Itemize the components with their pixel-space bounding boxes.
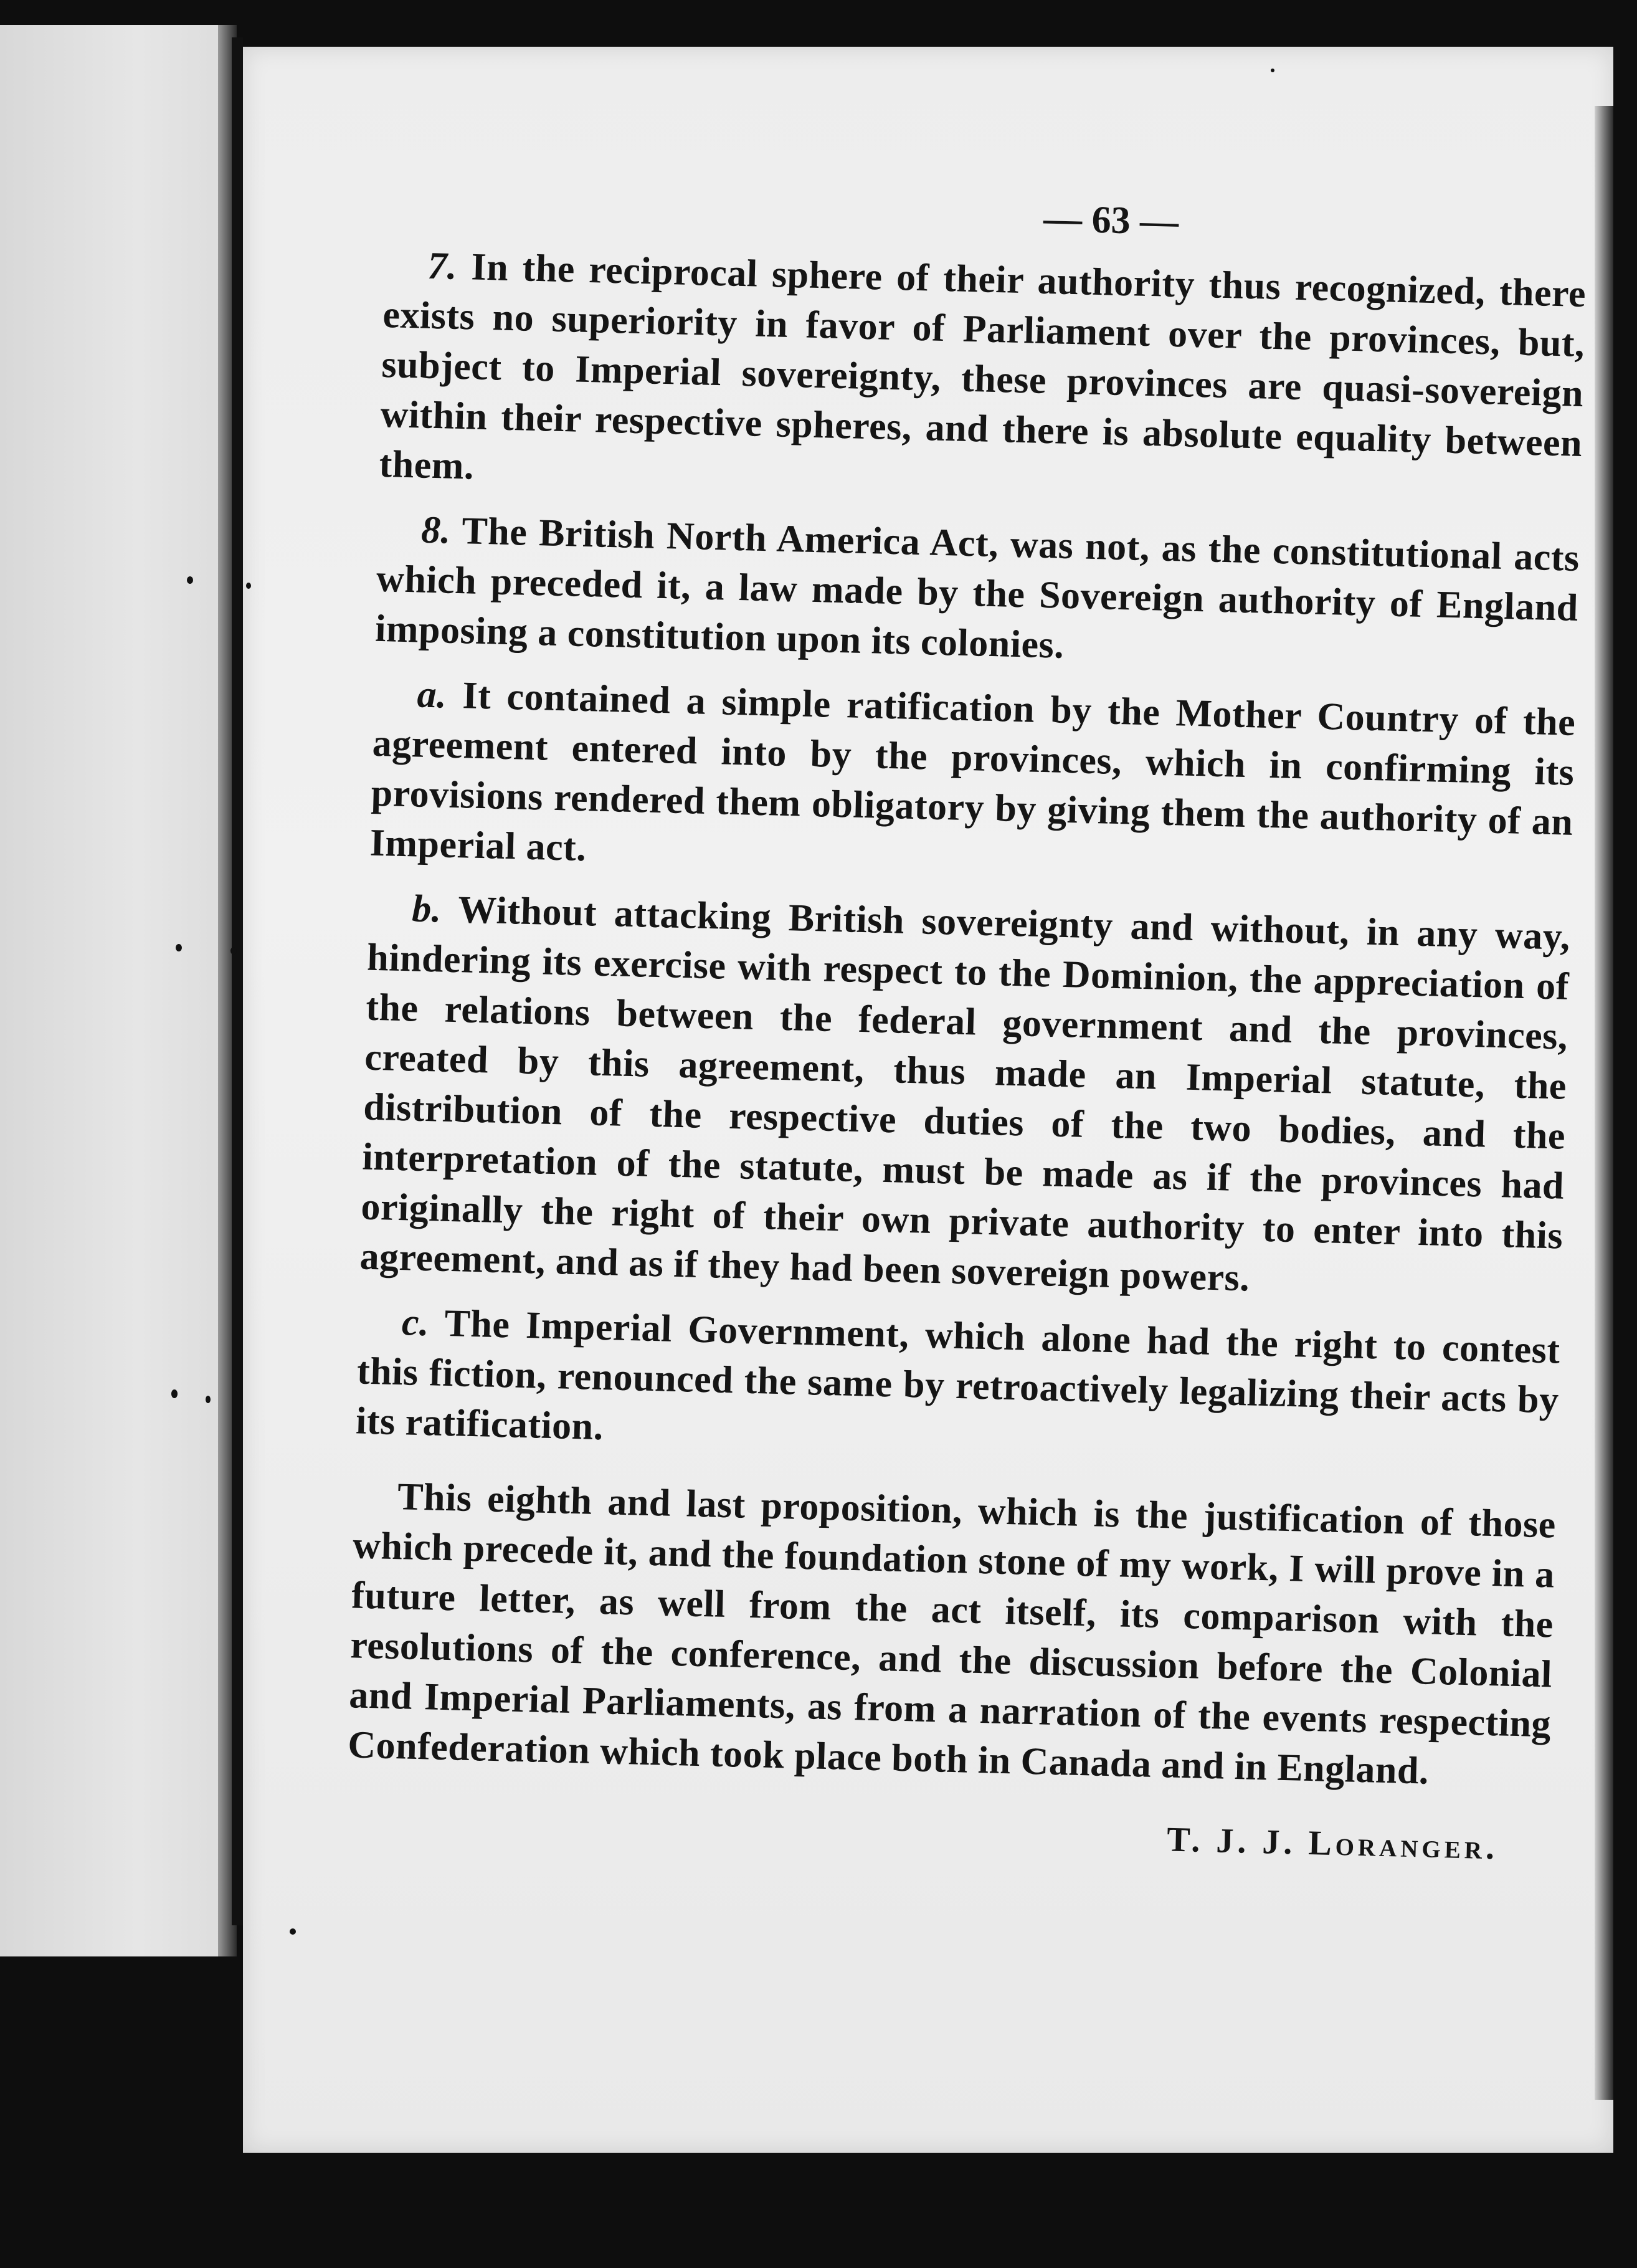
closing-paragraph: This eighth and last proposition, which is the justification of those which precede it, and the foundation stone of my work, I will prove in a future letter, as well from the act itself, its comparison with the resolutions of the conference, and the discussion before the Colonial and Imperial Parliaments, as from a narration of the events respecting Confederation which took place both in Canada and in England. <box>347 1475 1557 1793</box>
subparagraph-letter: c. <box>401 1301 430 1345</box>
document-page <box>243 47 1613 2153</box>
subparagraph-c <box>355 1296 1560 1475</box>
subparagraph-a <box>369 669 1576 897</box>
scan-speck <box>290 1928 296 1935</box>
facing-page-left <box>0 25 230 1956</box>
paragraph-text: It contained a simple ratification by the Mother Country of the agreement entered into by the provinces, which in confirming its provisions rendered them obligatory by giving them the authority of an Imperial act. <box>369 674 1577 870</box>
scan-speck <box>187 576 193 584</box>
paragraph-text: The British North America Act, was not, as the constitutional acts which preceded it, a law made by the Sovereign authority of England imposing a constitution upon its colonies. <box>374 510 1580 667</box>
scan-speck <box>230 947 237 955</box>
scan-speck <box>206 1396 211 1403</box>
paragraph-number: 7. <box>427 244 458 288</box>
scan-speck <box>246 583 251 589</box>
scan-speck <box>176 944 182 951</box>
scan-speck <box>1271 69 1274 72</box>
paragraph-7 <box>379 240 1587 518</box>
page-number: — 63 — <box>1043 197 1179 244</box>
signature-initials: T. J. J. <box>1166 1820 1297 1862</box>
book-gutter <box>232 37 243 1925</box>
subparagraph-letter: b. <box>411 887 442 931</box>
paragraph-text: The Imperial Government, which alone had the right to contest this fiction, renounced the same by retroactively legalizing their acts by its ratification. <box>355 1302 1561 1449</box>
subparagraph-letter: a. <box>416 673 448 717</box>
page-edge-shadow <box>1595 106 1613 2100</box>
page-text-block <box>346 178 1588 1874</box>
author-signature <box>346 1794 1499 1872</box>
signature-surname: Loranger. <box>1307 1823 1499 1867</box>
scan-speck <box>171 1389 178 1398</box>
paragraph-text: Without attacking British sovereignty and without, in any way, hindering its exercise with respect to the Dominion, the appreciation of the relations between the federal government and the provinces, created by this agreement, thus made an Imperial statute, the distribution of the respective duties of the two bodies, and the interpretation of the statute, must be made as if the provinces had originally the right of their own private authority to enter into this agreement, and as if they had been sovereign powers. <box>359 889 1571 1300</box>
subparagraph-b <box>359 883 1571 1311</box>
paragraph-number: 8. <box>420 508 452 552</box>
paragraph-8 <box>374 504 1580 683</box>
paragraph-text: In the reciprocal sphere of their authority thus recognized, there exists no superiority in favor of Parliament over the provinces, but, subject to Imperial sovereignty, these provinces are quasi-sovereign within their respective spheres, and there is absolute equality between them. <box>378 245 1587 488</box>
